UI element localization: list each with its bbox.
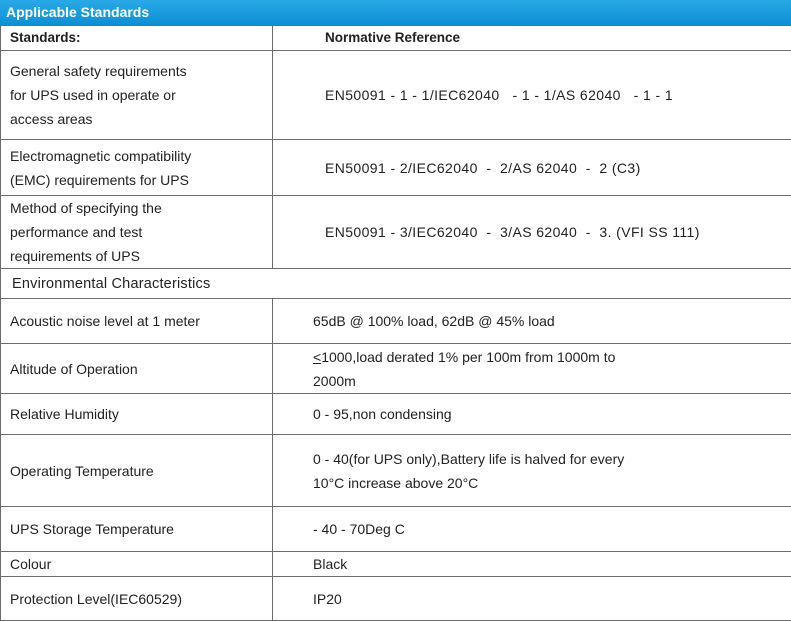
section-banner <box>0 0 791 25</box>
env-value <box>273 299 791 344</box>
env-label: Protection Level(IEC60529) <box>1 577 273 621</box>
label-line: Method of specifying the <box>10 196 272 220</box>
value-line: Black <box>313 552 791 576</box>
label-line: (EMC) requirements for UPS <box>10 168 272 192</box>
label-line: for UPS used in operate or <box>10 83 272 107</box>
label-line: requirements of UPS <box>10 244 272 268</box>
value-line: - 40 - 70Deg C <box>313 517 791 541</box>
env-label: Operating Temperature <box>1 435 273 507</box>
env-label: Relative Humidity <box>1 394 273 435</box>
table-row <box>1 299 791 344</box>
env-label: Acoustic noise level at 1 meter <box>1 299 273 344</box>
env-value <box>273 552 791 577</box>
standard-label <box>1 140 273 196</box>
value-text: 1000,load derated 1% per 100m from 1000m to <box>321 349 615 365</box>
standard-reference: EN50091 - 2/IEC62040 - 2/AS 62040 - 2 (C3) <box>273 140 791 196</box>
table-header-row <box>1 26 791 51</box>
label-line: performance and test <box>10 220 272 244</box>
env-value <box>273 577 791 621</box>
env-value <box>273 394 791 435</box>
env-label: Altitude of Operation <box>1 344 273 394</box>
table-row <box>1 577 791 621</box>
banner-title: Applicable Standards <box>6 4 149 20</box>
table-row <box>1 552 791 577</box>
standard-label <box>1 196 273 269</box>
table-row <box>1 394 791 435</box>
value-line: 65dB @ 100% load, 62dB @ 45% load <box>313 309 791 333</box>
value-line: 0 - 40(for UPS only),Battery life is halved for every <box>313 447 791 471</box>
label-line: access areas <box>10 107 272 131</box>
environmental-title: Environmental Characteristics <box>1 269 791 299</box>
value-line: 0 - 95,non condensing <box>313 402 791 426</box>
table-row <box>1 507 791 552</box>
env-value <box>273 344 791 394</box>
env-label: Colour <box>1 552 273 577</box>
section-header-row <box>1 269 791 299</box>
standard-label <box>1 51 273 140</box>
standard-reference: EN50091 - 3/IEC62040 - 3/AS 62040 - 3. (VFI SS 111) <box>273 196 791 269</box>
value-line <box>313 345 791 369</box>
table-row <box>1 344 791 394</box>
env-value <box>273 435 791 507</box>
value-line: 2000m <box>313 369 791 393</box>
table-row <box>1 435 791 507</box>
label-line: General safety requirements <box>10 59 272 83</box>
env-label: UPS Storage Temperature <box>1 507 273 552</box>
specifications-table <box>0 25 791 621</box>
standard-reference: EN50091 - 1 - 1/IEC62040 - 1 - 1/AS 62040 - 1 - 1 <box>273 51 791 140</box>
less-than-or-equal-symbol: < <box>313 349 321 365</box>
value-line: IP20 <box>313 587 791 611</box>
value-line: 10°C increase above 20°C <box>313 471 791 495</box>
label-line: Electromagnetic compatibility <box>10 144 272 168</box>
header-normative-reference: Normative Reference <box>273 26 791 51</box>
table-row <box>1 140 791 196</box>
table-row <box>1 196 791 269</box>
env-value <box>273 507 791 552</box>
table-row <box>1 51 791 140</box>
header-standards: Standards: <box>1 26 273 51</box>
